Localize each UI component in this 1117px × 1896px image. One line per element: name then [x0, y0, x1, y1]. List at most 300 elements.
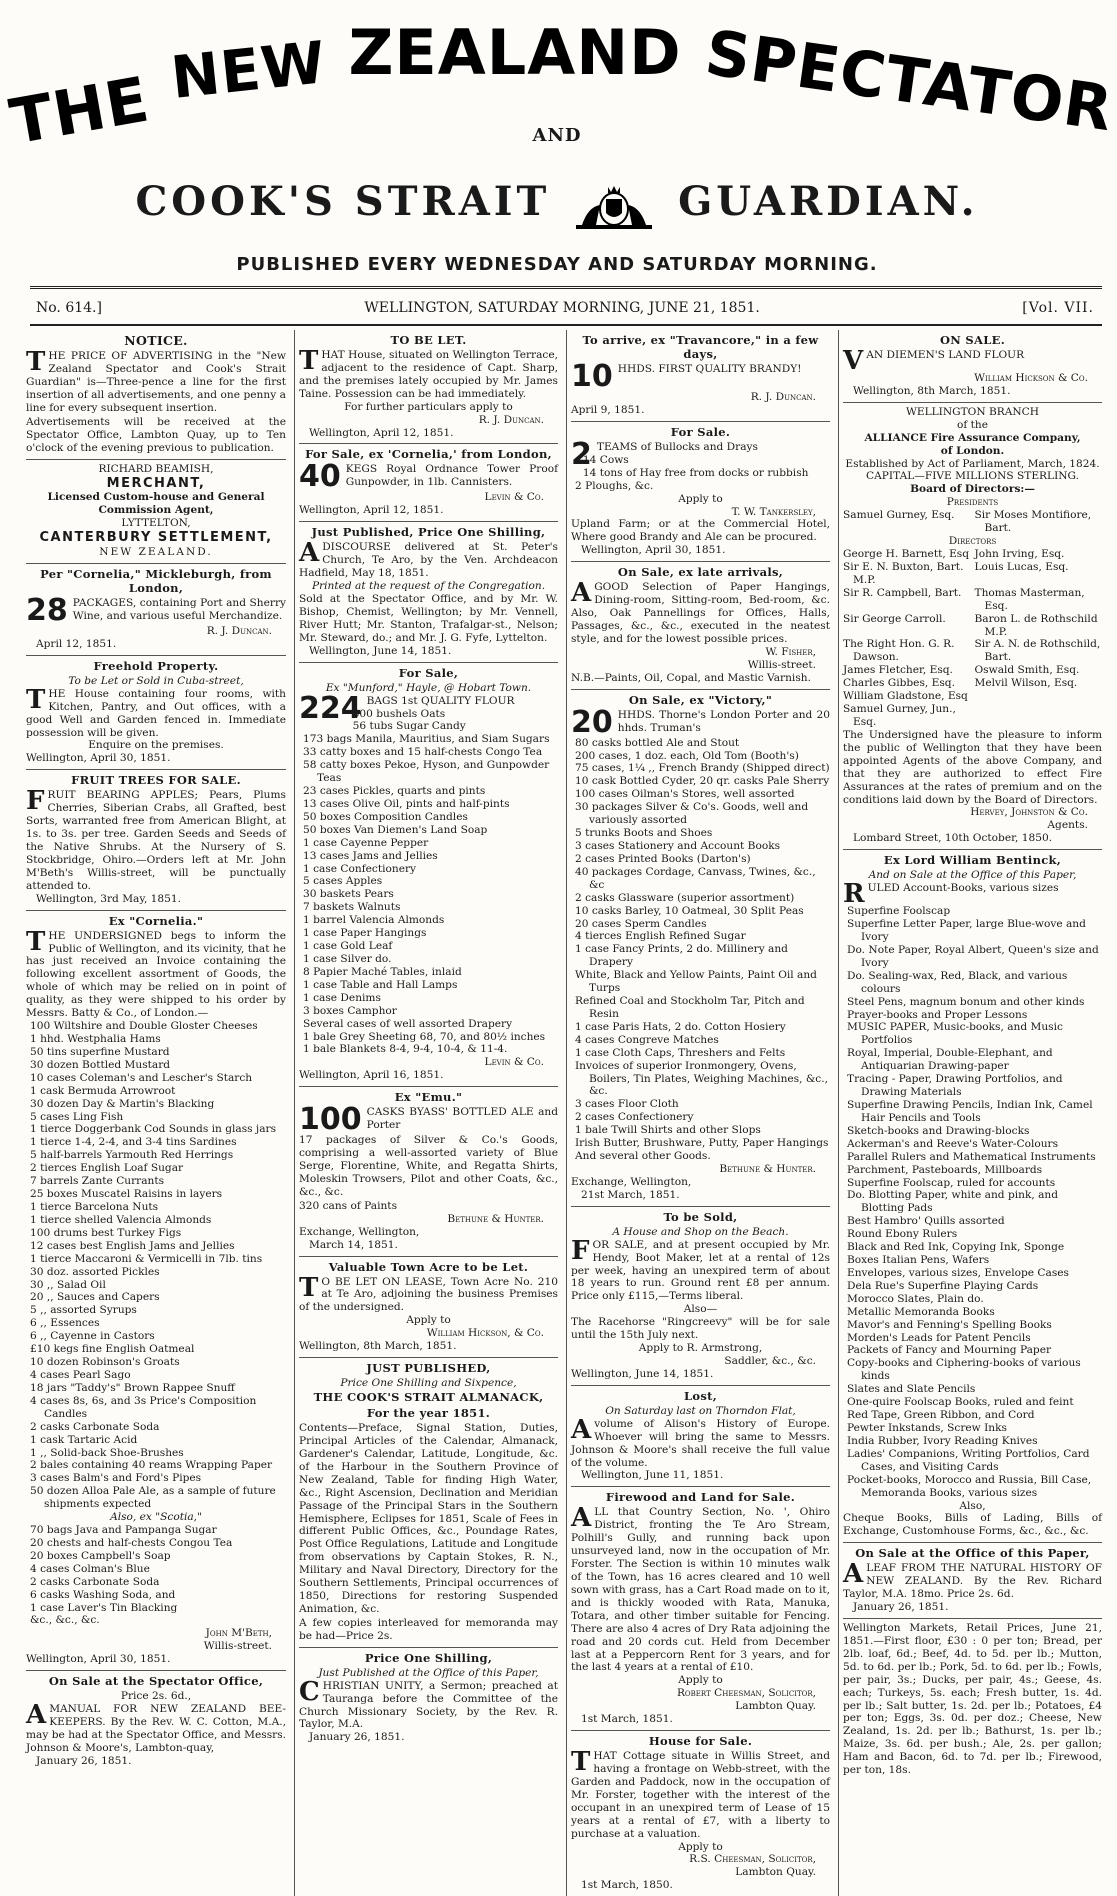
flour-date: Wellington, 8th March, 1851. [853, 384, 1011, 397]
list-item: And several other Goods. [575, 1150, 711, 1163]
list-item: Charles Gibbes, Esq. [843, 677, 955, 690]
list-item: Tracing - Paper, Drawing Portfolios, and Drawing Materials [847, 1073, 1063, 1099]
to-let-body: HAT House, situated on Wellington Terrace, adjacent to the residence of Capt. Sharp, and the premises lately occupied by Mr. James Taine. Possession can be had immediately. [299, 349, 558, 400]
royal-crest-icon [572, 179, 656, 231]
to-let-further: For further particulars apply to [344, 400, 513, 413]
flour-text [843, 346, 1102, 377]
travancore-heading: To arrive, ex "Travancore," in a few days, [582, 333, 819, 362]
list-item: One-quire Foolscap Books, ruled and feint [847, 1396, 1074, 1409]
list-item: Packets of Fancy and Mourning Paper [847, 1344, 1052, 1357]
beamish-ad [26, 460, 286, 564]
list-item: 30 baskets Pears [303, 888, 394, 901]
list-item: Round Ebony Rulers [847, 1228, 958, 1241]
list-item: Mavor's and Fenning's Spelling Books [847, 1318, 1052, 1331]
list-item: 13 cases Olive Oil, pints and half-pints [303, 797, 510, 810]
manual-price: Price 2s. 6d., [120, 1690, 192, 1703]
list-item: 3 cases Stationery and Account Books [575, 839, 781, 852]
hangings-text [571, 578, 830, 646]
list-item: 1 bale Twill Shirts and other Slops [575, 1124, 761, 1137]
unity-sub: Just Published at the Office of this Paper, [318, 1666, 539, 1679]
list-item: &c., &c., &c. [30, 1614, 100, 1627]
list-item: 23 cases Pickles, quarts and pints [303, 785, 486, 798]
list-item: 20 cases Sperm Candles [575, 917, 707, 930]
bee-manual-ad [26, 1671, 286, 1772]
town-acre-ad [299, 1257, 558, 1359]
fruit-heading: FRUIT TREES FOR SALE. [71, 773, 241, 788]
masthead-subtitle [20, 178, 1094, 231]
to-let-date: Wellington, April 12, 1851. [309, 426, 454, 439]
munford-date: Wellington, April 16, 1851. [299, 1069, 444, 1082]
acre-body: O BE LET ON LEASE, Town Acre No. 210 at Te Aro, adjoining the business Premises of the undersigned. [299, 1275, 558, 1314]
travancore-ad [571, 330, 830, 422]
alliance-l3: ALLIANCE Fire Assurance Company, [864, 431, 1081, 444]
lost-text [571, 1414, 830, 1470]
victory-first-line: HHDS. Thorne's London Porter and 20 hhds. Truman's [617, 708, 830, 734]
paper-hangings-ad [571, 562, 830, 689]
house-date: 1st March, 1850. [581, 1879, 673, 1892]
bullocks-ad [571, 422, 830, 562]
list-item: 14 Cows [582, 453, 629, 466]
notice-text [26, 347, 286, 415]
bullocks-heading: For Sale. [670, 424, 731, 439]
cornelia-goods-list [26, 1020, 286, 1511]
list-item: 1 case Paris Hats, 2 do. Cotton Hosiery [575, 1020, 786, 1033]
freehold-ad [26, 656, 286, 770]
beach-shop-ad [571, 1207, 830, 1386]
flour-sig: William Hickson & Co. [974, 372, 1088, 385]
list-item: 20 ,, Sauces and Capers [30, 1291, 160, 1304]
acre-apply: Apply to [406, 1314, 451, 1327]
discourse-printed: Printed at the request of the Congregation. [311, 580, 546, 593]
house-sale-ad [571, 1731, 830, 1896]
list-item: 1 bale Grey Sheeting 68, 70, and 80½ inches [303, 1030, 546, 1043]
list-item: 100 drums best Turkey Figs [30, 1226, 182, 1239]
list-item: 100 cases Oilman's Stores, well assorted [575, 788, 795, 801]
gunpowder-body: KEGS Royal Ordnance Tower Proof Gunpowder, in 1lb. Cannisters. [345, 463, 558, 489]
hangings-heading: On Sale, ex late arrivals, [617, 565, 784, 580]
bullocks-apply: Apply to [678, 492, 723, 505]
hangings-sig: W. Fisher, [765, 645, 816, 658]
victory-list [571, 737, 830, 1163]
list-item: 2 cases Printed Books (Darton's) [575, 852, 751, 865]
column-1 [22, 330, 290, 1896]
masthead-subtitle-left: COOK'S STRAIT [135, 178, 551, 225]
lost-heading: Lost, [683, 1388, 718, 1403]
list-item: Invoices of superior Ironmongery, Ovens, Boilers, Tin Plates, Weighing Machines, &c., &c. [575, 1059, 828, 1098]
beach-sig: Saddler, &c., &c. [724, 1355, 816, 1368]
emu-first-line: CASKS BYASS' BOTTLED ALE and Porter [366, 1106, 558, 1132]
cornelia-goods-heading: Ex "Cornelia." [108, 913, 204, 928]
bentinck-sub: And on Sale at the Office of this Paper, [868, 869, 1077, 882]
almanack-price: Price One Shilling and Sixpence, [340, 1377, 517, 1390]
list-item: 1 tierce Barcelona Nuts [30, 1200, 159, 1213]
gunpowder-num: 40 [299, 459, 341, 495]
natural-history-ad [843, 1543, 1102, 1619]
freehold-body: HE House containing four rooms, with Kitchen, Pantry, and Out offices, with a good Well and Garden fenced in. Immediate possession will be given. [26, 687, 286, 739]
emu-text2: 320 cans of Paints [299, 1199, 398, 1212]
acre-heading: Valuable Town Acre to be Let. [328, 1259, 529, 1274]
list-item: Samuel Gurney, Esq. [843, 509, 955, 522]
list-item: Parchment, Pasteboards, Millboards [847, 1163, 1043, 1176]
list-item: 2 casks Glassware (superior assortment) [575, 891, 795, 904]
list-item: Do. Note Paper, Royal Albert, Queen's size and Ivory [847, 943, 1099, 969]
beamish-line1: Licensed Custom-house and General [47, 491, 265, 504]
list-item: 10 dozen Robinson's Groats [30, 1356, 180, 1369]
munford-first-line: BAGS 1st QUALITY FLOUR [366, 694, 515, 707]
almanack-ad [299, 1358, 558, 1648]
leaf-body: LEAF FROM THE NATURAL HISTORY OF NEW ZEALAND. By the Rev. Richard Taylor, M.A. 18mo. Price 2s. 6d. [843, 1562, 1102, 1601]
list-item: 1 tierce Doggerbank Cod Sounds in glass jars [30, 1123, 277, 1136]
discourse-ad [299, 522, 558, 662]
discourse-body: DISCOURSE delivered at St. Peter's Church, Te Aro, by the Ven. Archdeacon Hadfield, May 18, 1851. [299, 541, 558, 580]
discourse-text [299, 538, 558, 580]
alliance-agents: Agents. [1047, 819, 1088, 832]
list-item: 30 packages Silver & Co's. Goods, well and variously assorted [575, 801, 809, 827]
list-item: Envelopes, various sizes, Envelope Cases [847, 1266, 1069, 1279]
cornelia-wine-text [26, 592, 286, 628]
flour-body: AN DIEMEN'S LAND FLOUR [866, 349, 1025, 362]
list-item: Sir A. N. de Rothschild, Bart. [974, 638, 1101, 664]
bullocks-text: Upland Farm; or at the Commercial Hotel, Where good Brandy and Ale can be procured. [571, 518, 830, 544]
victory-sig: Bethune & Hunter. [719, 1163, 816, 1176]
bullocks-first-line: TEAMS of Bullocks and Drays [596, 440, 758, 453]
list-item: George H. Barnett, Esq [843, 548, 970, 560]
firewood-sig: Robert Cheesman, Solicitor, [676, 1687, 816, 1700]
list-item: 1 case Cloth Caps, Threshers and Felts [575, 1046, 786, 1059]
beach-date: Wellington, June 14, 1851. [571, 1367, 714, 1380]
munford-ad [299, 663, 558, 1088]
drop-cap: F [26, 786, 45, 817]
house-address: Lambton Quay. [735, 1866, 816, 1879]
list-item: 1 tierce Maccaroni & Vermicelli in 7lb. tins [30, 1252, 263, 1265]
cornelia-wine-heading: Per "Cornelia," Mickleburgh, from London, [40, 566, 272, 595]
list-item: 70 bags Java and Pampanga Sugar [30, 1524, 217, 1537]
list-item: 5 trunks Boots and Shoes [575, 827, 713, 840]
dateline-rule [30, 324, 1102, 326]
list-item: Slates and Slate Pencils [847, 1383, 976, 1396]
list-item: Louis Lucas, Esq. [974, 560, 1069, 573]
list-item: John Irving, Esq. [974, 548, 1065, 560]
scotia-heading: Also, ex "Scotia," [110, 1511, 202, 1524]
alliance-directors: Directors [948, 535, 997, 548]
list-item: Royal, Imperial, Double-Elephant, and Antiquarian Drawing-paper [847, 1047, 1053, 1073]
list-item: 13 cases Jams and Jellies [303, 849, 438, 862]
list-item: Superfine Foolscap, ruled for accounts [847, 1176, 1056, 1189]
fruit-date: Wellington, 3rd May, 1851. [36, 892, 182, 905]
list-item: 20 boxes Campbell's Soap [30, 1549, 171, 1562]
alliance-l5: Established by Act of Parliament, March, 1824. [845, 457, 1100, 470]
firewood-heading: Firewood and Land for Sale. [605, 1490, 796, 1505]
list-item: Melvil Wilson, Esq. [974, 677, 1078, 690]
travancore-body: HHDS. FIRST QUALITY BRANDY! [617, 363, 802, 376]
freehold-heading: Freehold Property. [93, 658, 219, 673]
leaf-text [843, 1559, 1102, 1601]
dateline [36, 296, 1094, 320]
list-item: Pocket-books, Morocco and Russia, Bill Case, Memoranda Books, various sizes [847, 1473, 1092, 1499]
list-item: 30 dozen Bottled Mustard [30, 1058, 171, 1071]
list-item: 1 case Paper Hangings [303, 927, 427, 940]
list-item: 50 boxes Van Diemen's Land Soap [303, 823, 488, 836]
list-item: 4 cases Pearl Sago [30, 1368, 131, 1381]
drop-cap: A [843, 1559, 864, 1590]
list-item: 1 case Fancy Prints, 2 do. Millinery and Drapery [575, 943, 788, 969]
list-item: 40 packages Cordage, Canvass, Twines, &c., &c [575, 865, 816, 891]
list-item: Best Hambro' Quills assorted [847, 1215, 1005, 1228]
gunpowder-heading: For Sale, ex 'Cornelia,' from London, [305, 447, 552, 462]
columns [22, 330, 1106, 1892]
fruit-text [26, 786, 286, 892]
list-item: 6 ,, Essences [30, 1317, 100, 1330]
emu-sig: Bethune & Hunter. [447, 1212, 544, 1225]
markets-text: Wellington Markets, Retail Prices, June 21, 1851.—First floor, £30 : 0 per ton; Bread, per 2lb. loaf, 6d.; Beef, 4d. to 5d. per lb.; Mutton, 5d. to 6d. per lb.; Pork, 5d. to 6d. per lb.; Fowls, per pair, 3s.; Ducks, per pair, 4s.; Geese, 4s. each; Turkeys, 5s. each; Fresh butter, 1s. 4d. per lb.; Salt butter, 1s. 2d. per lb.; Potatoes, £4 per ton; Eggs, 3s. 0d. per doz.; Cheese, New Zealand, 1s. 2d. per lb.; Bathurst, 1s. per lb.; Maize, 3s. 6d. per bush.; Ale, 2s. per gallon; Ham and Bacon, 6d. to 7d. per lb.; Firewood, per ton, 18s. [843, 1622, 1102, 1777]
drop-cap: F [571, 1235, 590, 1266]
alliance-sig: Hervey, Johnston & Co. [970, 806, 1088, 819]
list-item [975, 703, 1103, 729]
bentinck-first [843, 879, 1102, 910]
list-item: 33 catty boxes and 15 half-chests Congo Tea [303, 746, 543, 759]
list-item: Refined Coal and Stockholm Tar, Pitch and Resin [575, 995, 805, 1020]
munford-num: 224 [299, 690, 362, 726]
list-item: Metallic Memoranda Books [847, 1305, 995, 1318]
bullocks-date: Wellington, April 30, 1851. [581, 544, 726, 557]
drop-cap: T [26, 684, 46, 715]
list-item: 1 case Cayenne Pepper [303, 836, 429, 849]
list-item: 4 tierces English Refined Sugar [575, 930, 746, 943]
list-item: Superfine Drawing Pencils, Indian Ink, Camel Hair Pencils and Tools [847, 1098, 1093, 1124]
list-item: 30 dozen Day & Martin's Blacking [30, 1097, 215, 1110]
directors-list [843, 548, 1102, 729]
list-item: 1 cask Bermuda Arrowroot [30, 1084, 176, 1097]
list-item: William Gladstone, Esq [843, 690, 968, 703]
firewood-date: 1st March, 1851. [581, 1713, 673, 1726]
list-item: 1 case Silver do. [303, 953, 392, 966]
drop-cap: V [843, 346, 864, 377]
list-item: 5 cases Apples [303, 875, 383, 888]
manual-text [26, 1700, 286, 1755]
alliance-text: The Undersigned have the pleasure to inform the public of Wellington that they have been appointed Agents of the above Company, and that they are authorized to effect Fire Assurances at the rates of premium and on the conditions laid down by the Board of Directors. [843, 728, 1102, 806]
firewood-ad [571, 1487, 830, 1731]
gunpowder-ad [299, 444, 558, 522]
lost-body: volume of Alison's History of Europe. Whoever will bring the same to Messrs. Johnson & Moore's shall receive the full value of the volume. [571, 1417, 830, 1469]
munford-sub: Ex "Munford," Hayle, @ Hobart Town. [325, 681, 532, 694]
hangings-body: GOOD Selection of Paper Hangings, Dining-room, Sitting-room, Bed-room, &c. Also, Oak Pannellings for Offices, Halls, Passages, &c., &c., executed in the neatest style, and for the lowest possible prices. [571, 581, 830, 645]
gunpowder-date: Wellington, April 12, 1851. [299, 504, 444, 517]
gunpowder-text [299, 459, 558, 495]
list-item: 10 casks Barley, 10 Oatmeal, 30 Split Peas [575, 904, 804, 917]
list-item: 7 barrels Zante Currants [30, 1175, 165, 1188]
presidents-list [843, 509, 1102, 535]
list-item: Sir George Carroll. [843, 612, 946, 625]
list-item: Ackerman's and Reeve's Water-Colours [847, 1137, 1059, 1150]
column-3 [566, 330, 834, 1896]
leaf-heading: On Sale at the Office of this Paper, [855, 1546, 1090, 1561]
list-item: Oswald Smith, Esq. [974, 664, 1080, 677]
list-item: The Right Hon. G. R. Dawson. [843, 638, 955, 664]
list-item: 3 cases Floor Cloth [575, 1098, 679, 1111]
cornelia-wine-ad [26, 564, 286, 656]
emu-date2: March 14, 1851. [309, 1238, 398, 1251]
list-item: 1 ,, Solid-back Shoe-Brushes [30, 1446, 184, 1459]
list-item: 2 casks Carbonate Soda [30, 1420, 160, 1433]
freehold-sub: To be Let or Sold in Cuba-street, [68, 674, 244, 687]
fruit-trees-ad [26, 770, 286, 910]
travancore-date: April 9, 1851. [571, 403, 645, 416]
list-item: 2 cases Confectionery [575, 1111, 694, 1124]
list-item: Dela Rue's Superfine Playing Cards [847, 1279, 1039, 1292]
unity-body: HRISTIAN UNITY, a Sermon; preached at Tauranga before the Committee of the Church Missionary Society, by the Rev. R. Taylor, M.A. [299, 1679, 558, 1731]
flour-heading: ON SALE. [939, 333, 1005, 347]
masthead-and: AND [532, 125, 582, 146]
column-4 [838, 330, 1106, 1896]
fruit-body: RUIT BEARING APPLES; Pears, Plums Cherries, Siberian Crabs, all Grafted, best Sorts, warranted free from American Blight, at 1s. to 3s. per tree. Garden Seeds and Seeds of the Native Shrubs. At the Nursery of S. Stockbridge, Ohiro.—Orders left at Mr. John M'Beth's Willis-street, will be punctually attended to. [26, 789, 286, 892]
beach-body: OR SALE, and at present occupied by Mr. Hendy, Boot Maker, let at a rental of 12s per week, having an unexpired term of about 18 years to run. Ground rent £8 per annum. Price only £115,—Terms liberal. [571, 1238, 830, 1303]
almanack-text2: A few copies interleaved for memoranda may be had—Price 2s. [299, 1616, 558, 1642]
list-item: Sketch-books and Drawing-blocks [847, 1124, 1030, 1137]
bentinck-also: Also, [959, 1499, 986, 1512]
masthead-word-3: ZEALAND [348, 16, 682, 89]
alliance-l2: of the [956, 418, 989, 431]
list-item: 7 baskets Walnuts [303, 901, 401, 914]
list-item: 50 tins superfine Mustard [30, 1045, 170, 1058]
unity-text [299, 1676, 558, 1732]
emu-date: Exchange, Wellington, [299, 1225, 420, 1238]
beach-sub: A House and Shop on the Beach. [612, 1225, 789, 1238]
house-body: HAT Cottage situate in Willis Street, and having a frontage on Webb-street, with the Garden and Paddock, now in the occupation of Mr. Forster, together with the interest of the occupant in an unexpired term of Lease of 15 years at a rental of £7, with a liberty to purchase at a valuation. [571, 1750, 830, 1840]
freehold-enquire: Enquire on the premises. [88, 739, 224, 752]
to-let-heading: TO BE LET. [390, 333, 467, 347]
vdl-flour-ad [843, 330, 1102, 403]
unity-date: January 26, 1851. [309, 1731, 405, 1744]
travancore-num: 10 [571, 359, 613, 395]
list-item: Pewter Inkstands, Screw Inks [847, 1422, 1007, 1435]
beach-text [571, 1235, 830, 1304]
list-item: 10 cask Bottled Cyder, 20 qr. casks Pale Sherry [575, 775, 830, 788]
list-item: 1 tierce shelled Valencia Almonds [30, 1213, 212, 1226]
emu-text: 17 packages of Silver & Co.'s Goods, comprising a well-assorted variety of Blue Serge, Florentine, White, and Regatta Shirts, Moleskin Trowsers, Pilot and other Coats, &c., &c., &c. [299, 1134, 558, 1198]
acre-date: Wellington, 8th March, 1851. [299, 1340, 457, 1353]
list-item: Morocco Slates, Plain do. [847, 1292, 984, 1305]
publication-line: PUBLISHED EVERY WEDNESDAY AND SATURDAY MORNING. [236, 254, 878, 275]
masthead-rule [30, 286, 1102, 289]
list-item: Steel Pens, magnum bonum and other kinds [847, 995, 1085, 1008]
list-item: Copy-books and Ciphering-books of various kinds [847, 1357, 1081, 1383]
markets-ad [843, 1619, 1102, 1781]
list-item: Do. Sealing-wax, Red, Black, and various colours [847, 969, 1068, 995]
discourse-sold: Sold at the Spectator Office, and by Mr. W. Bishop, Chemist, Wellington; by Mr. Vennell, River Hutt; Mr. Stanton, Trafalgar-st., Nelson; Mr. Steward, do.; and Mr. J. G. Fyfe, Lyttelton. [299, 593, 558, 644]
masthead-word-4: SPECTATOR [700, 15, 1117, 146]
list-item: Superfine Foolscap [847, 905, 951, 918]
list-item: 2 bales containing 40 reams Wrapping Paper [30, 1459, 273, 1472]
to-let-sig: R. J. Duncan. [478, 413, 544, 426]
hangings-nb: N.B.—Paints, Oil, Copal, and Mastic Varnish. [571, 671, 811, 684]
masthead-subtitle-right: GUARDIAN. [678, 178, 979, 225]
alliance-l1: WELLINGTON BRANCH [905, 405, 1040, 418]
drop-cap: A [571, 1503, 592, 1534]
volume-number: [Vol. VII. [1022, 300, 1094, 316]
list-item: 2 tierces English Loaf Sugar [30, 1162, 184, 1175]
list-item: 2 Ploughs, &c. [575, 479, 654, 492]
munford-heading: For Sale, [398, 665, 459, 680]
stationery-list [843, 905, 1102, 1499]
mbeth-address: Willis-street. [203, 1640, 272, 1653]
list-item: Red Tape, Green Ribbon, and Cord [847, 1409, 1035, 1422]
travancore-text [571, 359, 830, 395]
beamish-line4: CANTERBURY SETTLEMENT, [39, 530, 273, 546]
list-item [975, 690, 1103, 703]
drop-cap: A [571, 1414, 592, 1445]
christian-unity-ad [299, 1648, 558, 1749]
beach-heading: To be Sold, [663, 1209, 738, 1224]
list-item: 5 cases Ling Fish [30, 1110, 124, 1123]
acre-text [299, 1272, 558, 1315]
list-item: 300 bushels Oats [352, 707, 446, 720]
list-item: 173 bags Manila, Mauritius, and Siam Sugars [303, 733, 550, 746]
to-let-text [299, 346, 558, 401]
alliance-ad [843, 403, 1102, 850]
bullocks-list [571, 454, 830, 493]
cornelia-wine-sig: R. J. Duncan. [206, 624, 272, 637]
list-item: 4 cases 8s, 6s, and 3s Price's Composition Candles [30, 1394, 257, 1420]
list-item: Samuel Gurney, Jun., Esq. [843, 703, 956, 728]
lost-ad [571, 1386, 830, 1488]
drop-cap: A [299, 538, 320, 569]
cornelia-goods-text [26, 926, 286, 1020]
list-item: 3 boxes Camphor [303, 1004, 397, 1017]
victory-date: Exchange, Wellington, [571, 1175, 692, 1188]
list-item: Black and Red Ink, Copying Ink, Sponge [847, 1241, 1065, 1254]
victory-date2: 21st March, 1851. [581, 1188, 680, 1201]
bullocks-num: 2 [571, 436, 592, 472]
masthead-word-1: THE [4, 62, 155, 159]
notice-heading: NOTICE. [124, 333, 188, 348]
alliance-l4: of London. [940, 444, 1005, 457]
list-item: Superfine Letter Paper, large Blue-wove and Ivory [847, 918, 1086, 943]
list-item: James Fletcher, Esq. [843, 664, 953, 677]
list-item: 30 doz. assorted Pickles [30, 1265, 160, 1278]
list-item: Sir E. N. Buxton, Bart. M.P. [843, 560, 964, 586]
emu-first [299, 1102, 558, 1138]
list-item: Baron L. de Rothschild M.P. [974, 612, 1098, 638]
manual-date: January 26, 1851. [36, 1754, 132, 1767]
list-item: Irish Butter, Brushware, Putty, Paper Hangings [575, 1137, 829, 1150]
bullocks-sig: T. W. Tankersley, [731, 505, 816, 518]
victory-num: 20 [571, 704, 613, 740]
house-heading: House for Sale. [648, 1734, 753, 1749]
column-2 [294, 330, 562, 1896]
drop-cap: T [299, 346, 319, 377]
emu-ad [299, 1087, 558, 1256]
emu-heading: Ex "Emu." [394, 1090, 463, 1105]
acre-sig: William Hickson, & Co. [426, 1327, 544, 1340]
scotia-goods-list [26, 1524, 286, 1627]
victory-ad [571, 690, 830, 1207]
list-item: 2 casks Carbonate Soda [30, 1575, 160, 1588]
alliance-presidents: Presidents [946, 496, 999, 509]
list-item: 56 tubs Sugar Candy [352, 720, 466, 733]
list-item: 75 cases, 1¼ ,, French Brandy (Shipped direct) [575, 762, 830, 775]
drop-cap: T [571, 1747, 591, 1778]
cornelia-goods-ad [26, 911, 286, 1672]
list-item: Parallel Rulers and Mathematical Instruments [847, 1150, 1096, 1163]
list-item: 200 cases, 1 doz. each, Old Tom (Booth's) [575, 749, 799, 762]
list-item: 1 case Table and Hall Lamps [303, 978, 458, 991]
firewood-address: Lambton Quay. [735, 1700, 816, 1713]
cornelia-wine-body: PACKAGES, containing Port and Sherry Wine, and various useful Merchandize. [72, 596, 286, 622]
list-item: 3 cases Balm's and Ford's Pipes [30, 1472, 202, 1485]
beamish-line5: NEW ZEALAND. [99, 546, 213, 559]
cornelia-wine-num: 28 [26, 592, 68, 628]
alliance-date: Lombard Street, 10th October, 1850. [853, 832, 1053, 845]
